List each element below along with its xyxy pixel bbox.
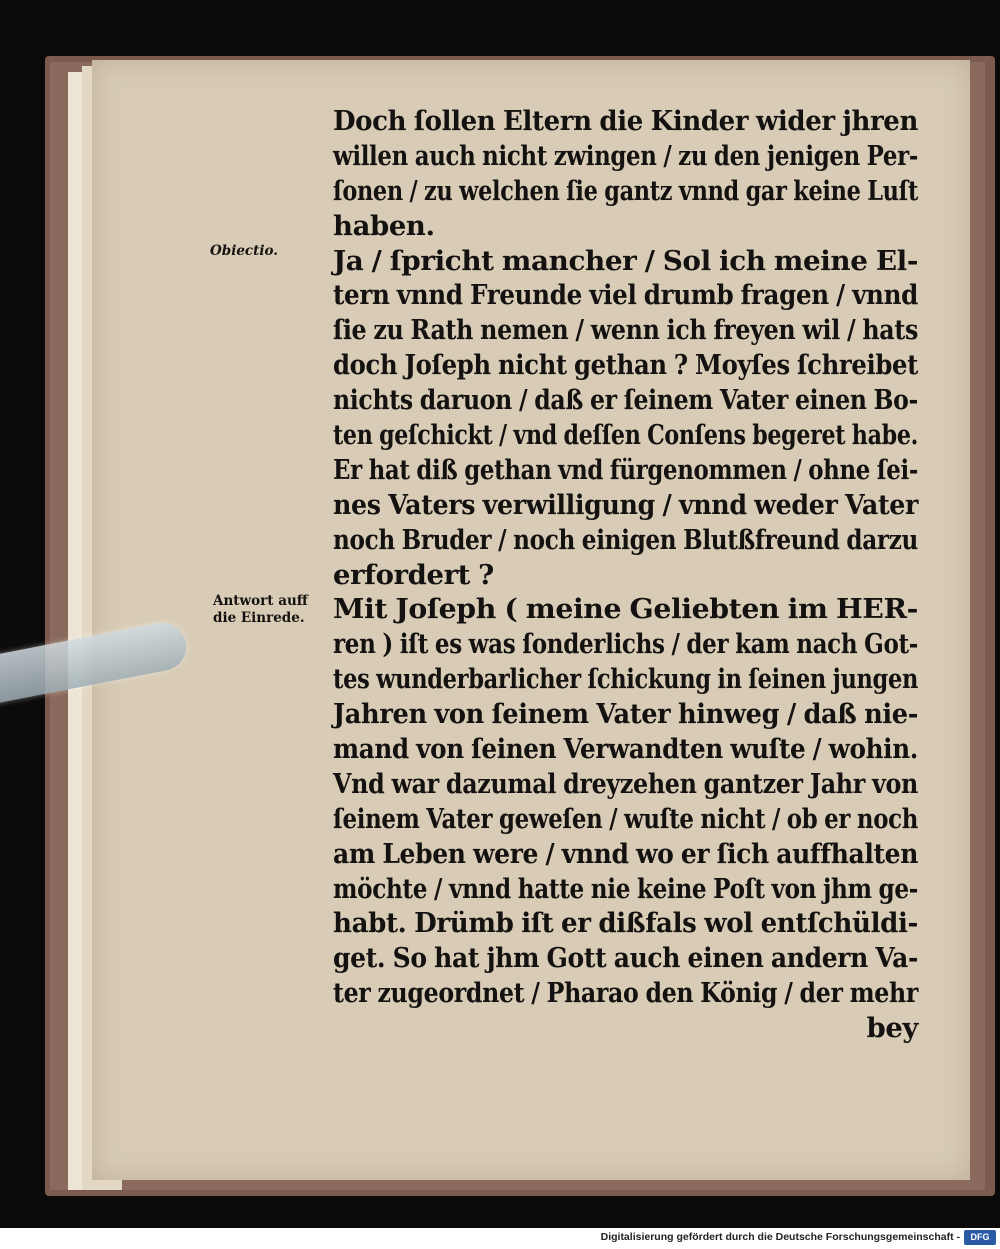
text-line: tes wunderbarlicher ſchickung in ſeinen jungen [333,663,918,696]
text-line: ſie zu Rath nemen / wenn ich freyen wil / hats [333,314,918,347]
margin-note-text: die Einrede. [213,610,305,626]
text-line: habt. Drümb iſt er dißfals wol entſchüldi- [333,907,918,940]
text-line: Doch ſollen Eltern die Kinder wider jhren [333,105,918,137]
text-line: noch Bruder / noch einigen Blutßfreund darzu [333,523,918,556]
text-line: doch Joſeph nicht gethan ? Moyſes ſchreibet [333,349,918,382]
text-line: ſeinem Vater geweſen / wuſte nicht / ob er noch [333,802,918,835]
text-line: willen auch nicht zwingen / zu den jenigen Per- [333,139,918,172]
text-line: nichts daruon / daß er ſeinem Vater einen Bo- [333,384,918,417]
text-line: nes Vaters verwilligung / vnnd weder Vater [333,488,918,521]
margin-note-obiectio [210,243,278,260]
text-line: mand von ſeinen Verwandten wuſte / wohin. [333,733,918,766]
text-line: Er hat diß gethan vnd fürgenommen / ohne ſei- [333,453,918,486]
text-line: Vnd war dazumal dreyzehen gantzer Jahr von [333,767,918,800]
text-line: Ja / ſpricht mancher / Sol ich meine El- [333,244,918,277]
text-line: ter zugeordnet / Pharao den König / der mehr [333,977,918,1010]
footer-credit: Digitalisierung gefördert durch die Deutsche Forschungsgemeinschaft - [600,1231,960,1243]
margin-note-text: Antwort auff [213,593,308,609]
dfg-logo: DFG [964,1230,996,1245]
text-line: ren ) iſt es was ſonderlichs / der kam nach Got- [333,628,918,661]
margin-note-text: Obiectio. [210,243,278,259]
text-line: ſonen / zu welchen ſie gantz vnnd gar keine Luſt [333,174,918,207]
text-line: Mit Joſeph ( meine Geliebten im HER- [333,593,918,626]
text-line: haben. [333,209,435,242]
text-line: möchte / vnnd hatte nie keine Poſt von jhm ge- [333,872,918,905]
text-line: erfordert ? [333,558,494,591]
catchword: bey [866,1012,918,1045]
text-line: ten geſchickt / vnd deſſen Conſens begeret habe. [333,419,918,452]
text-line: Jahren von ſeinem Vater hinweg / daß nie- [333,698,918,731]
text-line: tern vnnd Freunde viel drumb fragen / vnnd [333,279,918,312]
text-line: am Leben were / vnnd wo er ſich auffhalten [333,837,918,870]
main-text-block [333,104,918,1046]
text-line: get. So hat jhm Gott auch einen andern Va- [333,942,918,975]
margin-note-antwort [213,593,308,627]
